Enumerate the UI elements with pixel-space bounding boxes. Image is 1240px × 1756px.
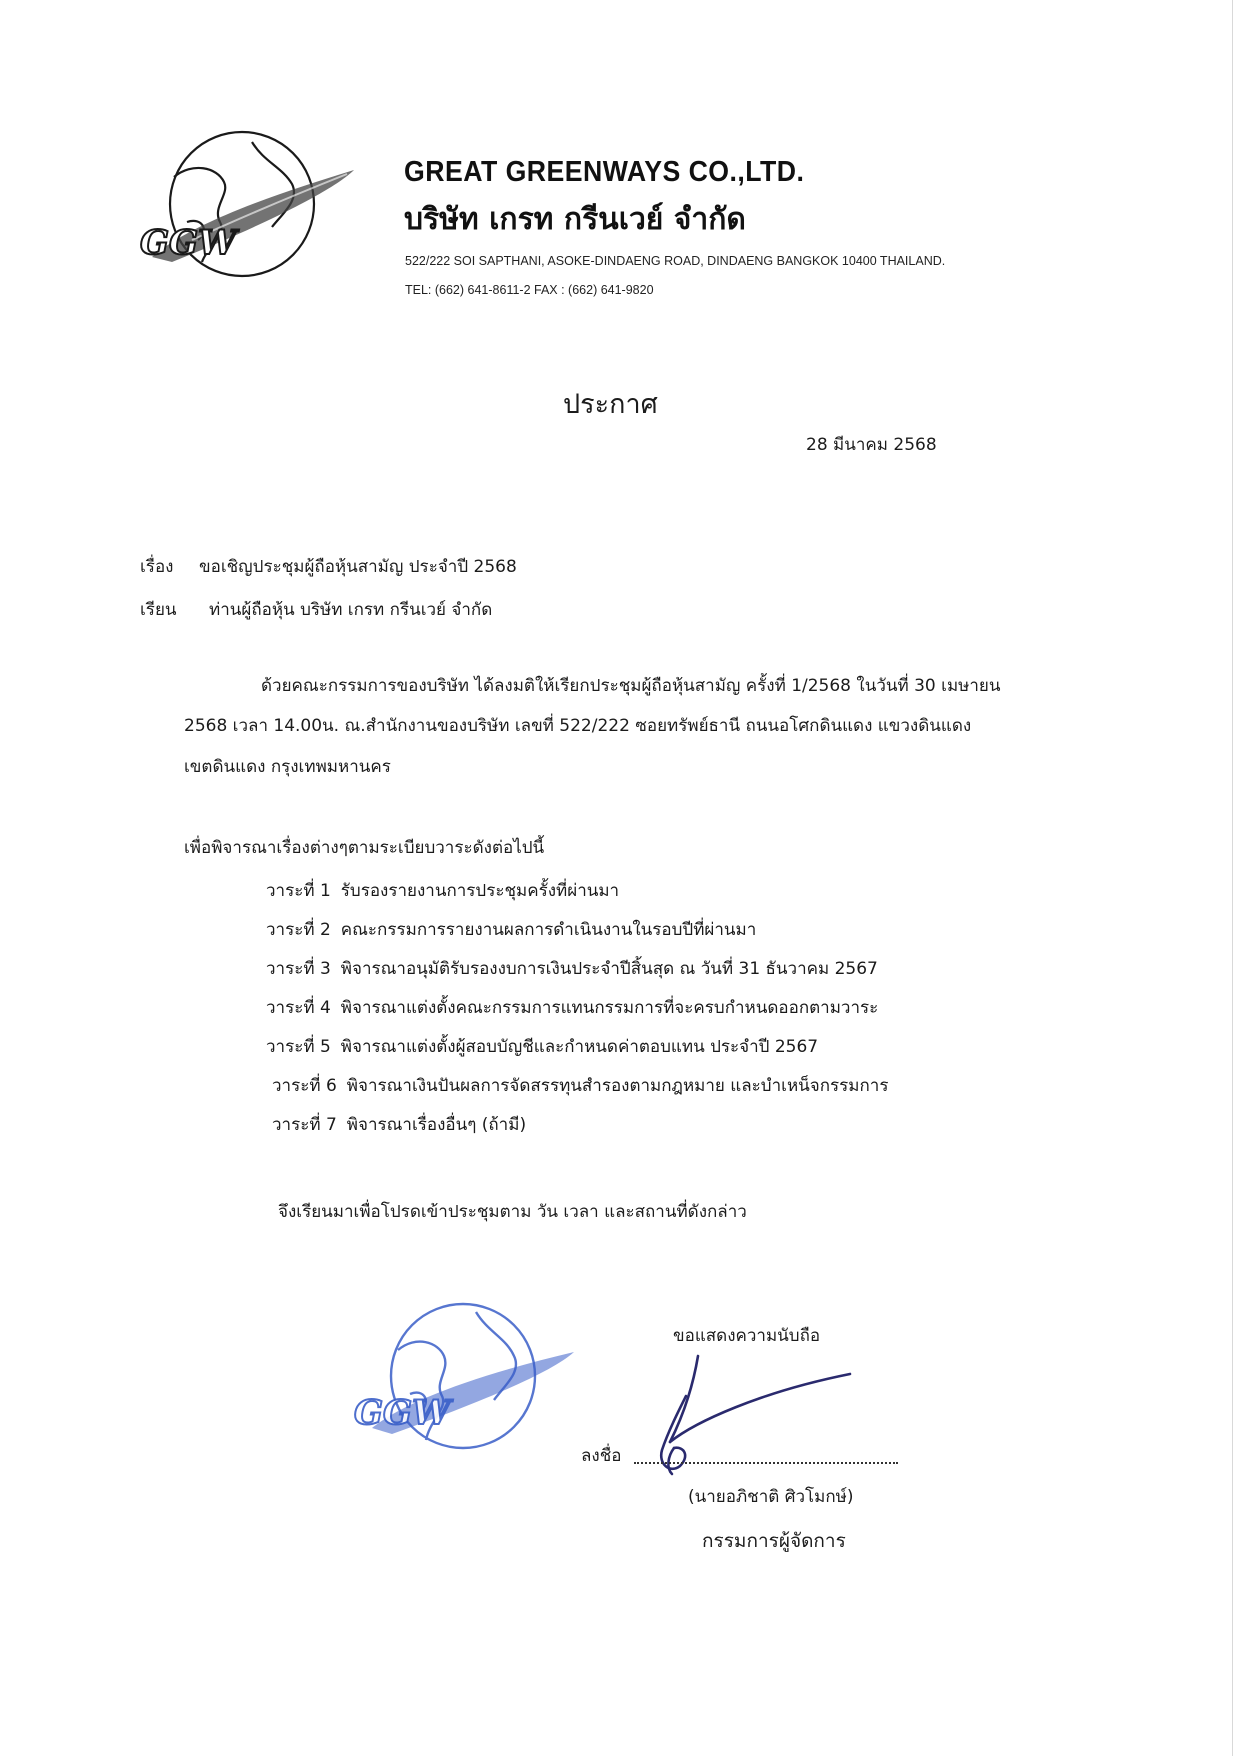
agenda-number: วาระที่ 3 — [266, 959, 331, 979]
agenda-number: วาระที่ 5 — [266, 1037, 331, 1057]
company-address: 522/222 SOI SAPTHANI, ASOKE-DINDAENG ROAD, DINDAENG BANGKOK 10400 THAILAND. — [405, 254, 946, 268]
company-name-en: GREAT GREENWAYS CO.,LTD. — [404, 156, 805, 188]
company-seal-stamp — [338, 1290, 578, 1462]
agenda-text: พิจารณาแต่งตั้งคณะกรรมการแทนกรรมการที่จะครบกำหนดออกตามวาระ — [340, 998, 879, 1018]
body-line: ด้วยคณะกรรมการของบริษัท ได้ลงมติให้เรียกประชุมผู้ถือหุ้นสามัญ ครั้งที่ 1/2568 ในวันที่ 30 เมษายน — [261, 676, 1001, 696]
company-contact: TEL: (662) 641-8611-2 FAX : (662) 641-9820 — [405, 283, 654, 297]
agenda-item — [272, 1111, 526, 1138]
body-line: เขตดินแดง กรุงเทพมหานคร — [184, 757, 391, 777]
sign-label: ลงชื่อ — [581, 1446, 622, 1466]
agenda-item — [266, 877, 619, 904]
agenda-text: พิจารณาแต่งตั้งผู้สอบบัญชีและกำหนดค่าตอบแทน ประจำปี 2567 — [340, 1037, 819, 1057]
regards-text: ขอแสดงความนับถือ — [673, 1326, 821, 1346]
agenda-number: วาระที่ 7 — [272, 1115, 337, 1135]
agenda-item — [266, 955, 878, 982]
agenda-number: วาระที่ 6 — [272, 1076, 337, 1096]
agenda-item — [266, 994, 878, 1021]
agenda-text: พิจารณาเงินปันผลการจัดสรรทุนสำรองตามกฎหมาย และบำเหน็จกรรมการ — [346, 1076, 889, 1096]
agenda-text: พิจารณาเรื่องอื่นๆ (ถ้ามี) — [346, 1115, 527, 1135]
agenda-text: พิจารณาอนุมัติรับรองงบการเงินประจำปีสิ้นสุด ณ วันที่ 31 ธันวาคม 2567 — [340, 959, 878, 979]
agenda-item — [266, 916, 756, 943]
announcement-date: 28 มีนาคม 2568 — [806, 435, 937, 455]
body-line: 2568 เวลา 14.00น. ณ.สำนักงานของบริษัท เลขที่ 522/222 ซอยทรัพย์ธานี ถนนอโศกดินแดง แขวงดินแดง — [184, 716, 972, 736]
page-edge — [1232, 0, 1233, 1756]
agenda-text: รับรองรายงานการประชุมครั้งที่ผ่านมา — [340, 881, 620, 901]
agenda-number: วาระที่ 1 — [266, 881, 331, 901]
agenda-number: วาระที่ 2 — [266, 920, 331, 940]
stamp-text: GGW — [354, 1393, 451, 1433]
agenda-item — [266, 1033, 818, 1060]
agenda-item — [272, 1072, 888, 1099]
agenda-intro: เพื่อพิจารณาเรื่องต่างๆตามระเบียบวาระดังต่อไปนี้ — [184, 838, 545, 858]
announcement-title: ประกาศ — [563, 389, 658, 420]
signer-position: กรรมการผู้จัดการ — [702, 1530, 846, 1552]
company-logo — [132, 122, 362, 292]
agenda-number: วาระที่ 4 — [266, 998, 331, 1018]
signer-name: (นายอภิชาติ ศิวโมกษ์) — [688, 1487, 854, 1507]
to-text: ท่านผู้ถือหุ้น บริษัท เกรท กรีนเวย์ จำกัด — [209, 600, 493, 620]
logo-text: GGW — [140, 223, 237, 263]
agenda-text: คณะกรรมการรายงานผลการดำเนินงานในรอบปีที่ผ่านมา — [340, 920, 757, 940]
to-label: เรียน — [140, 600, 177, 620]
company-name-th: บริษัท เกรท กรีนเวย์ จำกัด — [404, 202, 746, 237]
closing-text: จึงเรียนมาเพื่อโปรดเข้าประชุมตาม วัน เวลา และสถานที่ดังกล่าว — [278, 1202, 747, 1222]
subject-label: เรื่อง — [140, 557, 174, 577]
subject-text: ขอเชิญประชุมผู้ถือหุ้นสามัญ ประจำปี 2568 — [199, 557, 517, 577]
signature-line — [634, 1462, 898, 1464]
